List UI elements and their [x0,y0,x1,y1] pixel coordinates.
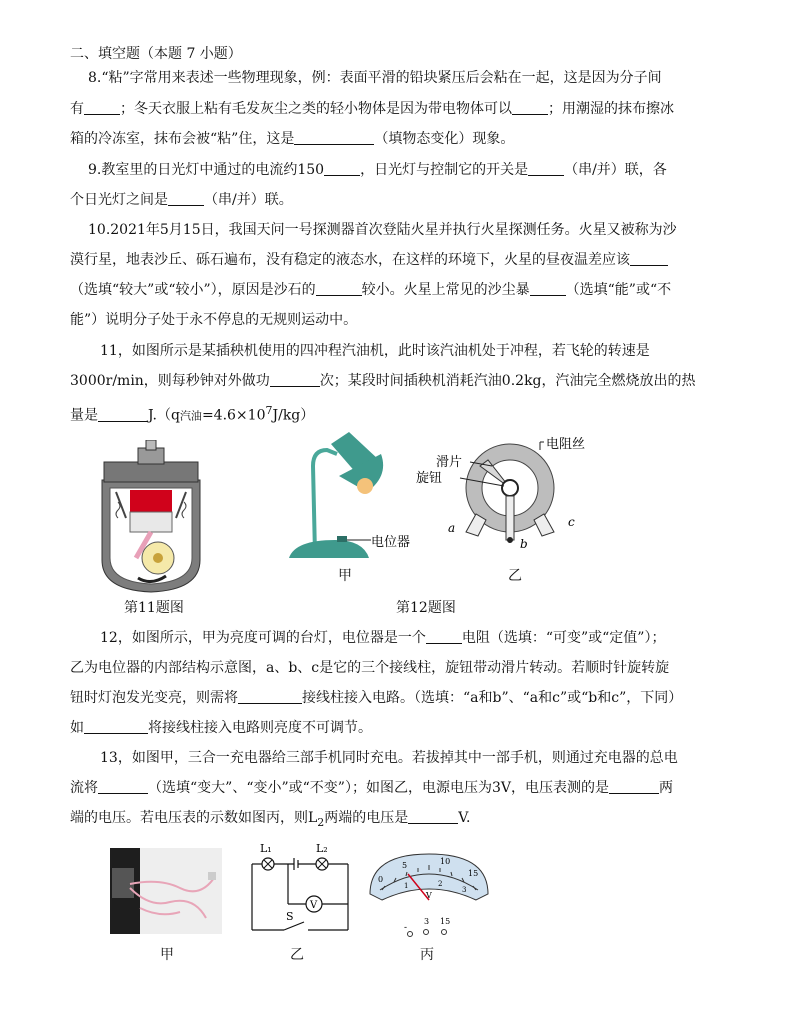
terminal-a-label: a [448,521,456,535]
q10-line3: （选填“较大”或“较小”），原因是沙石的 较小。火星上常见的沙尘暴 （选填“能”或“不 [70,282,672,298]
dial-caption: 丙 [420,947,434,963]
figure-12-caption: 第12题图 [396,600,456,616]
answer-blank[interactable] [530,281,566,296]
q13-line1: 13，如图甲，三合一充电器给三部手机同时充电。若拔掉其中一部手机，则通过充电器的总电 [100,750,678,766]
q8-line2: 有 ；冬天衣服上粘有毛发灰尘之类的轻小物体是因为带电物体可以 ；用潮湿的抹布擦冰 [70,101,674,117]
terminal-c-label: c [568,515,575,529]
q10-line4: 能”）说明分子处于永不停息的无规则运动中。 [70,312,358,328]
pot-caption: 乙 [508,568,522,584]
lamp-caption: 甲 [338,568,352,584]
dial-unit: V [426,891,432,900]
terminal-minus: - [404,923,408,933]
section-title: 二、填空题（本题 7 小题） [70,46,242,62]
potentiometer-diagram [410,436,600,564]
q10-line1: 10.2021年5月15日，我国天问一号探测器首次登陆火星并执行火星探测任务。火星又被称为沙 [88,222,677,238]
answer-blank[interactable] [324,161,360,176]
dial-2: 2 [438,880,443,888]
answer-blank[interactable] [426,629,462,644]
voltmeter-symbol: V [310,900,318,911]
answer-blank[interactable] [294,130,374,145]
figure-11-caption: 第11题图 [124,600,184,616]
answer-blank[interactable] [512,100,548,115]
q9-line2: 个日光灯之间是 （串/并）联。 [70,192,293,208]
answer-blank[interactable] [609,779,659,794]
answer-blank[interactable] [168,191,204,206]
q12-line4: 如 将接线柱接入电路则亮度不可调节。 [70,720,372,736]
resistance-wire-label: 电阻丝 [546,437,586,452]
answer-blank[interactable] [238,689,302,704]
l2-label: L₂ [316,842,328,855]
circuit-diagram [240,842,360,942]
answer-blank[interactable] [528,161,564,176]
q9-line1: 9.教室里的日光灯中通过的电流约150 ，日光灯与控制它的开关是 （串/并）联，各 [88,162,667,178]
q10-line2: 漠行星，地表沙丘、砾石遍布，没有稳定的液态水，在这样的环境下，火星的昼夜温差应该 [70,250,668,270]
terminal-15: 15 [440,917,451,926]
answer-blank[interactable] [98,779,148,794]
answer-blank[interactable] [270,372,320,387]
answer-blank[interactable] [630,251,668,266]
l1-label: L₁ [260,842,272,855]
charger-photo [110,848,222,934]
q13-line3: 端的电压。若电压表的示数如图丙，则$L_2$两端的电压是 V. [70,810,471,829]
circuit-caption: 乙 [290,947,304,963]
engine-diagram [96,440,206,598]
dial-1: 1 [404,882,409,890]
knob-label: 旋钮 [416,471,443,486]
answer-blank[interactable] [316,281,362,296]
q8-line3: 箱的冷冻室，抹布会被“粘”住，这是 （填物态变化）现象。 [70,131,515,147]
dial-10: 10 [440,857,451,866]
switch-label: S [286,910,294,923]
terminal-b-label: b [520,537,528,551]
q11-line3: 量是 J.（q汽油$=4.6\times 10^7J/kg$） [70,404,315,424]
q12-line1: 12，如图所示，甲为亮度可调的台灯，电位器是一个 电阻（选填：“可变”或“定值”）； [100,630,666,646]
q13-line2: 流将 （选填“变大”、“变小”或“不变”）；如图乙，电源电压为3V，电压表测的是 两 [70,780,673,796]
answer-blank[interactable] [84,719,148,734]
terminal-3: 3 [424,917,430,926]
q12-line3: 钮时灯泡发光变亮，则需将 接线柱接入电路。（选填：“a和b”、“a和c”或“b和c”，下同） [70,690,683,706]
q11-line2: 3000r/min，则每秒钟对外做功 次；某段时间插秧机消耗汽油0.2kg，汽油完全燃烧放出的热 [70,373,696,389]
answer-blank[interactable] [84,100,120,115]
dial-5: 5 [402,861,408,870]
q8-line1: 8.“粘”字常用来表述一些物理现象，例：表面平滑的铅块紧压后会粘在一起，这是因为分子间 [88,70,662,86]
q11-line1: 11，如图所示是某插秧机使用的四冲程汽油机，此时该汽油机处于冲程，若飞轮的转速是 [100,343,650,359]
voltmeter-dial [364,850,494,940]
answer-blank[interactable] [408,809,458,824]
slider-label: 滑片 [436,455,463,470]
desk-lamp-diagram [285,430,425,562]
charger-caption: 甲 [160,947,174,963]
dial-15: 15 [468,869,479,878]
dial-3: 3 [462,886,467,894]
dial-0: 0 [378,875,384,884]
lamp-label: 电位器 [371,535,411,550]
q12-line2: 乙为电位器的内部结构示意图，a、b、c是它的三个接线柱，旋钮带动滑片转动。若顺时针旋转旋 [70,660,670,676]
answer-blank[interactable] [98,407,148,422]
